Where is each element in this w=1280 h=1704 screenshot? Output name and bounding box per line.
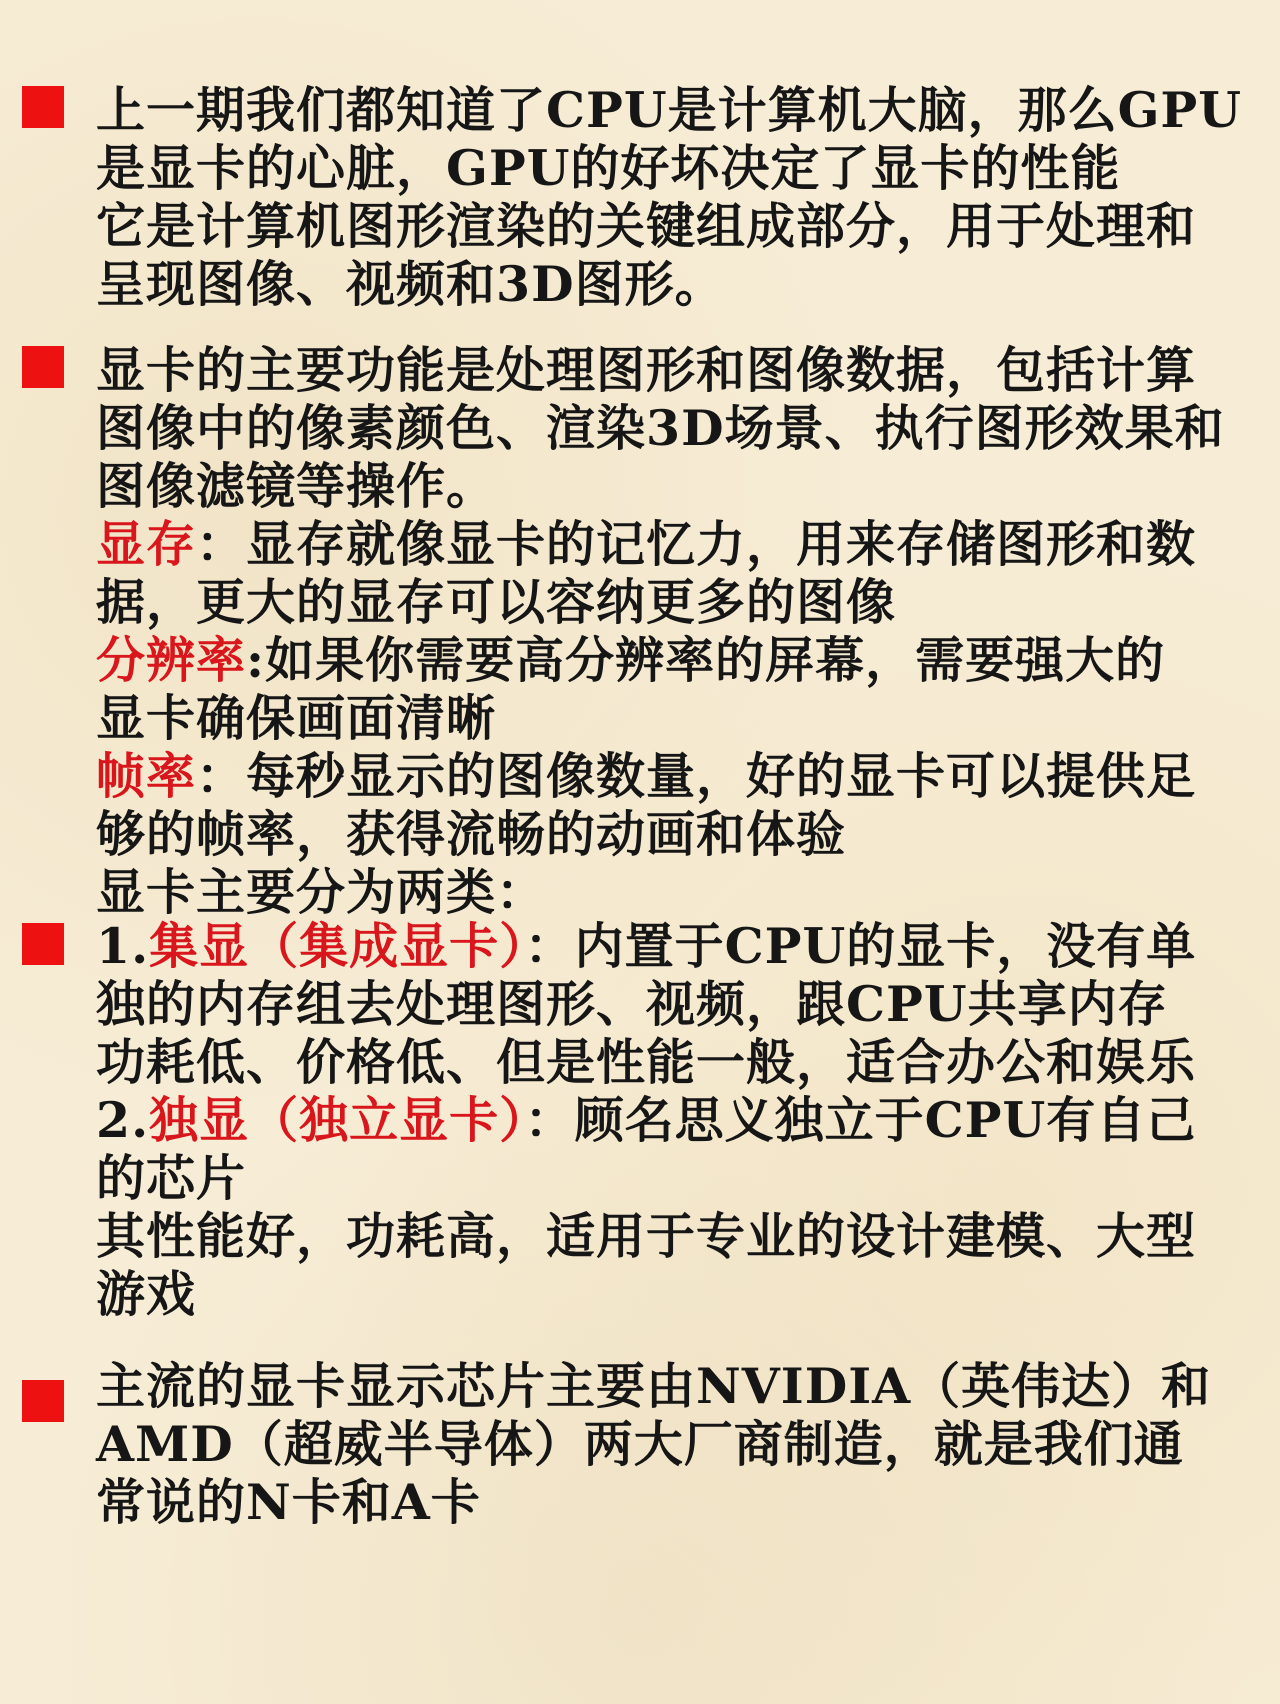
red-square-bullet-icon (22, 1380, 64, 1422)
dedicated-prefix: 2. (96, 1091, 150, 1149)
vram-line-1 (96, 514, 1196, 574)
dedicated-line-1 (96, 1090, 1196, 1150)
red-square-bullet-icon (22, 346, 64, 388)
framerate-line-2: 够的帧率，获得流畅的动画和体验 (96, 805, 847, 863)
integrated-prefix: 1. (96, 917, 150, 975)
dedicated-term: 独显（独立显卡） (149, 1091, 525, 1149)
resolution-text-1: :如果你需要高分辨率的屏幕，需要强大的 (246, 631, 1166, 689)
integrated-line-1 (96, 916, 1196, 976)
red-square-bullet-icon (22, 923, 64, 965)
vendors-line-1: 主流的显卡显示芯片主要由NVIDIA（英伟达）和 (96, 1357, 1212, 1415)
resolution-term: 分辨率 (96, 631, 247, 689)
vram-text-1: ：显存就像显卡的记忆力，用来存储图形和数 (196, 515, 1197, 573)
types-heading: 显卡主要分为两类： (96, 863, 547, 921)
red-square-bullet-icon (22, 86, 64, 128)
intro-line-2: 是显卡的心脏，GPU的好坏决定了显卡的性能 (96, 139, 1121, 197)
vendors-line-3: 常说的N卡和A卡 (96, 1473, 481, 1531)
intro-line-4: 呈现图像、视频和3D图形。 (96, 255, 725, 313)
intro-line-3: 它是计算机图形渲染的关键组成部分，用于处理和 (96, 197, 1197, 255)
resolution-line-1 (96, 630, 1165, 690)
vram-line-2: 据，更大的显存可以容纳更多的图像 (96, 573, 897, 631)
intro-line-1: 上一期我们都知道了CPU是计算机大脑，那么GPU (96, 81, 1242, 139)
dedicated-line-2: 的芯片 (96, 1149, 247, 1207)
vram-term: 显存 (96, 515, 197, 573)
framerate-term: 帧率 (96, 747, 197, 805)
dedicated-line-4: 游戏 (96, 1265, 197, 1323)
framerate-line-1 (96, 746, 1196, 806)
integrated-line-2: 独的内存组去处理图形、视频，跟CPU共享内存 (96, 975, 1168, 1033)
framerate-text-1: ：每秒显示的图像数量，好的显卡可以提供足 (196, 747, 1197, 805)
integrated-text-1: ：内置于CPU的显卡，没有单 (524, 917, 1197, 975)
vendors-line-2: AMD（超威半导体）两大厂商制造，就是我们通 (96, 1415, 1184, 1473)
integrated-term: 集显（集成显卡） (149, 917, 525, 975)
integrated-line-3: 功耗低、价格低、但是性能一般，适合办公和娱乐 (96, 1033, 1197, 1091)
dedicated-text-1: ：顾名思义独立于CPU有自己 (524, 1091, 1197, 1149)
resolution-line-2: 显卡确保画面清晰 (96, 689, 497, 747)
functions-line-3: 图像滤镜等操作。 (96, 457, 497, 515)
dedicated-line-3: 其性能好，功耗高，适用于专业的设计建模、大型 (96, 1207, 1197, 1265)
functions-line-1: 显卡的主要功能是处理图形和图像数据，包括计算 (96, 341, 1197, 399)
functions-line-2: 图像中的像素颜色、渲染3D场景、执行图形效果和 (96, 399, 1225, 457)
